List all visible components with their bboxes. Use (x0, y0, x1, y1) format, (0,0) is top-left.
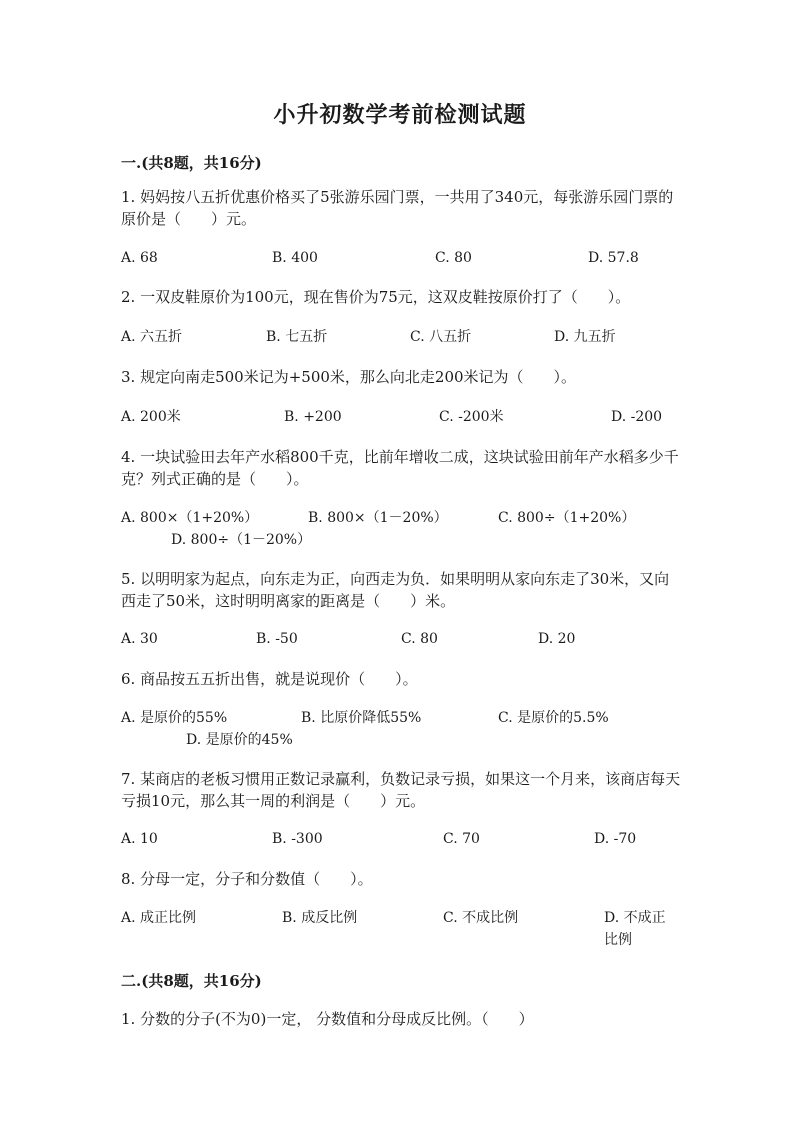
option-c: C. 是原价的5.5% (498, 710, 609, 726)
option-c: C. 800÷（1+20%） (498, 510, 636, 526)
option-b: B. 400 (272, 250, 318, 266)
question-4-option-d: D. 800÷（1－20%） (171, 532, 312, 548)
question-5-options (121, 628, 681, 650)
option-b: B. -300 (272, 831, 323, 847)
option-a: A. 是原价的55% (121, 710, 228, 726)
question-1-options (121, 247, 681, 269)
option-d: D. 九五折 (554, 329, 616, 345)
question-3: 3. 规定向南走500米记为+500米，那么向北走200米记为（ ）。 (121, 368, 577, 386)
question-7: 7. 某商店的老板习惯用正数记录赢利，负数记录亏损，如果这一个月来，该商店每天亏损10元，那么其一周的利润是（ ）元。 (121, 770, 681, 810)
page-title: 小升初数学考前检测试题 (273, 102, 527, 128)
option-b: B. -50 (256, 631, 298, 647)
option-b: B. 七五折 (266, 329, 328, 345)
question-1: 1. 妈妈按八五折优惠价格买了5张游乐园门票，一共用了340元，每张游乐园门票的原价是（ ）元。 (121, 188, 674, 228)
question-4: 4. 一块试验田去年产水稻800千克，比前年增收二成，这块试验田前年产水稻多少千克？列式正确的是（ ）。 (121, 448, 679, 488)
question-8: 8. 分母一定，分子和分数值（ ）。 (121, 870, 373, 888)
question-6-options (121, 707, 681, 729)
section-heading-judgement: 二.(共8题，共16分) (121, 972, 262, 990)
option-d: D. 不成正比例 (604, 910, 666, 948)
option-c: C. 八五折 (410, 329, 472, 345)
question-4-options (121, 507, 681, 529)
option-d: D. 20 (538, 631, 576, 647)
option-b: B. 比原价降低55% (301, 710, 422, 726)
option-c: C. 80 (435, 250, 472, 266)
option-c: C. 80 (401, 631, 438, 647)
question-6: 6. 商品按五五折出售，就是说现价（ ）。 (121, 670, 418, 688)
question-6-option-d: D. 是原价的45% (186, 732, 293, 748)
option-a: A. 六五折 (121, 329, 183, 345)
question-3-options (121, 406, 681, 428)
option-a: A. 10 (121, 831, 158, 847)
section-heading-choice: 一.(共8题，共16分) (121, 154, 262, 172)
option-b: B. 800×（1－20%） (308, 510, 448, 526)
option-d: D. -200 (611, 409, 663, 425)
option-b: B. 成反比例 (282, 910, 358, 926)
option-c: C. -200米 (439, 409, 504, 425)
option-a: A. 成正比例 (121, 910, 197, 926)
option-d: D. -70 (594, 831, 637, 847)
question-2: 2. 一双皮鞋原价为100元，现在售价为75元，这双皮鞋按原价打了（ ）。 (121, 288, 631, 306)
option-d: D. 57.8 (588, 250, 639, 266)
question-2-options (121, 326, 681, 348)
option-a: A. 200米 (121, 409, 181, 425)
question-8-options (121, 907, 681, 948)
question-7-options (121, 828, 681, 850)
option-a: A. 68 (121, 250, 158, 266)
option-c: C. 70 (443, 831, 480, 847)
option-a: A. 30 (121, 631, 158, 647)
option-a: A. 800×（1+20%） (121, 510, 259, 526)
option-c: C. 不成比例 (443, 910, 519, 926)
option-b: B. +200 (284, 409, 342, 425)
question-5: 5. 以明明家为起点，向东走为正，向西走为负．如果明明从家向东走了30米，又向西走了50米，这时明明离家的距离是（ ）米。 (121, 570, 670, 610)
judgement-question-1: 1. 分数的分子(不为0)一定， 分数值和分母成反比例。（ ） (121, 1010, 534, 1028)
